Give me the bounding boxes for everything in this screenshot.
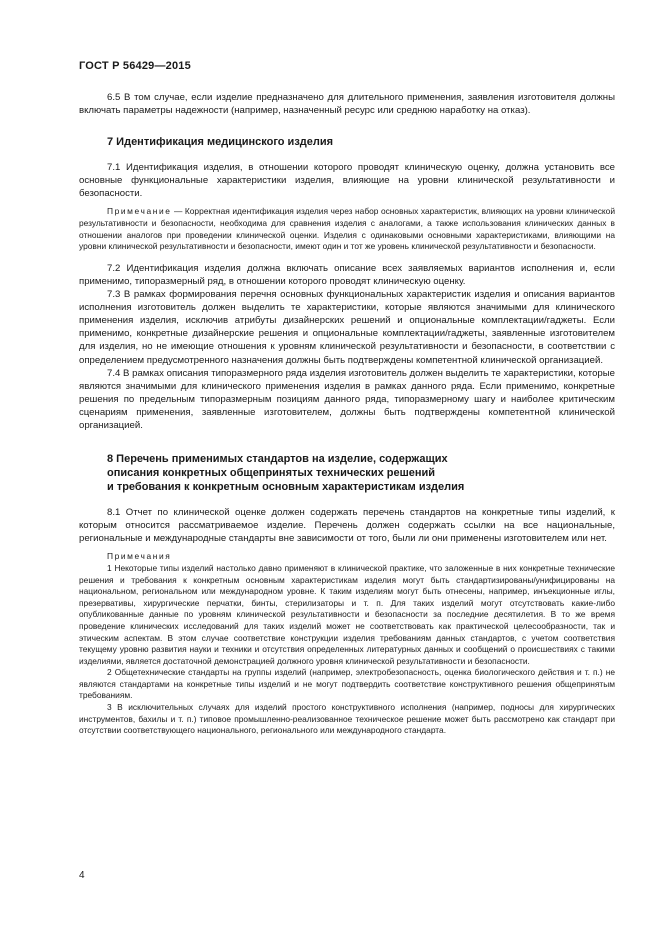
page-content — [79, 91, 615, 737]
section-8-note-3: 3 В исключительных случаях для изделий простого конструктивного исполнения (например, подносы для хирургических инструментов, бахилы и т. п.) типовое промышленно-реализованное техническое решение может быть рассмотрено как стандарт при отсутствии соответствующего национального, регионального или международного стандарта. — [79, 702, 615, 736]
section-7-note — [79, 206, 615, 252]
section-8-heading-line-1: 8 Перечень применимых стандартов на изделие, содержащих — [107, 453, 448, 466]
paragraph-7-1: 7.1 Идентификация изделия, в отношении которого проводят клиническую оценку, должна установить все основные функциональные характеристики изделия, влияющие на уровни клинической результативности и безопасности. — [79, 162, 615, 200]
page-number: 4 — [79, 870, 85, 881]
section-8-note-1: 1 Некоторые типы изделий настолько давно применяют в клинической практике, что заложенные в них конкретные технические решения и требования к конкретным основным характеристикам изделия могут быть стандартизированы/унифицированы на национальном, региональном или международном уровне. К таким изделиям могут быть отнесены, например, инъекционные иглы, презервативы, хирургические перчатки, бинты, стерилизаторы и т. п. Для таких изделий могут отсутствовать какие-либо опубликованные данные по уровням клинической результативности и безопасности за последние десятилетия. В то же время проведение клинических исследований для таких изделий может не соответствовать как практической целесообразности, так и этическим аспектам. В этом случае соответствие конструкции изделия требованиям данных стандартов, с учетом соответствия текущему уровню развития науки и техники и отсутствия определенных литературных данных и сообщений о происшествиях с такими изделиями, является достаточной демонстрацией должного уровня клинической результативности и безопасности. — [79, 562, 615, 666]
document-code-header: ГОСТ Р 56429—2015 — [79, 60, 191, 72]
section-7-heading: 7 Идентификация медицинского изделия — [107, 136, 334, 149]
section-8-heading-line-3: и требования к конкретным основным характеристикам изделия — [107, 481, 465, 494]
note-label: Примечание — [107, 206, 172, 217]
section-8-heading — [79, 452, 615, 494]
paragraph-8-1: 8.1 Отчет по клинической оценке должен содержать перечень стандартов на конкретные типы изделий, к которым относится рассматриваемое изделие. Перечень должен содержать ссылки на все национальные, региональные и международные стандарты вне зависимости от того, были ли они применены изготовителем или нет. — [79, 507, 615, 545]
section-8-notes-label: Примечания — [107, 551, 172, 562]
section-8-note-2: 2 Общетехнические стандарты на группы изделий (например, электробезопасность, оценка биологического действия и т. п.) не являются стандартами на конкретные типы изделий и не могут подтвердить соответствие конструктивного решения общепринятым требованиям. — [79, 667, 615, 701]
paragraph-6-5: 6.5 В том случае, если изделие предназначено для длительного применения, заявления изготовителя должны включать параметры надежности (например, назначенный ресурс или среднюю наработку на отказ). — [79, 92, 615, 117]
paragraph-7-3: 7.3 В рамках формирования перечня основных функциональных характеристик изделия и описания вариантов исполнения изготовитель должен выделить те характеристики, которые являются значимыми для клинического применения изделия, исключив атрибуты дизайнерских решений и опциональные комплектации/гаджеты. Если применимо, конкретные дизайнерские решения и опциональные комплектации/гаджеты, заявленные изготовителем для изделия, но не имеющие отношения к уровням клинической результативности и безопасности, в соответствии с определением предусмотренного назначения должны быть подтверждены компетентной клинической организацией. — [79, 289, 615, 366]
paragraph-7-2: 7.2 Идентификация изделия должна включать описание всех заявляемых вариантов исполнения и, если применимо, типоразмерный ряд, в отношении которого проводят клиническую оценку. — [79, 262, 615, 287]
note-text: — Корректная идентификация изделия через набор основных характеристик, влияющих на уровни клинической результативности и безопасности, необходима для сравнения изделия с аналогами, а также использования клинических данных в отношении аналогов при проведении клинической оценки. Изделия с одинаковыми основными характеристиками, влияющими на уровни клинической результативности и безопасности, имеют один и тот же уровень клинической результативности и безопасности. — [79, 206, 615, 252]
paragraph-7-4: 7.4 В рамках описания типоразмерного ряда изделия изготовитель должен выделить те характеристики, которые являются значимыми для клинического применения изделия в рамках данного ряда. Если применимо, конкретные решения по предельным типоразмерным позициям данного ряда, типоразмерному шагу и наиболее критическим сценариям применения, заявленные изготовителем, должны быть подтверждены компетентной клинической организацией. — [79, 367, 615, 431]
section-8-heading-line-2: описания конкретных общепринятых технических решений — [107, 467, 436, 480]
